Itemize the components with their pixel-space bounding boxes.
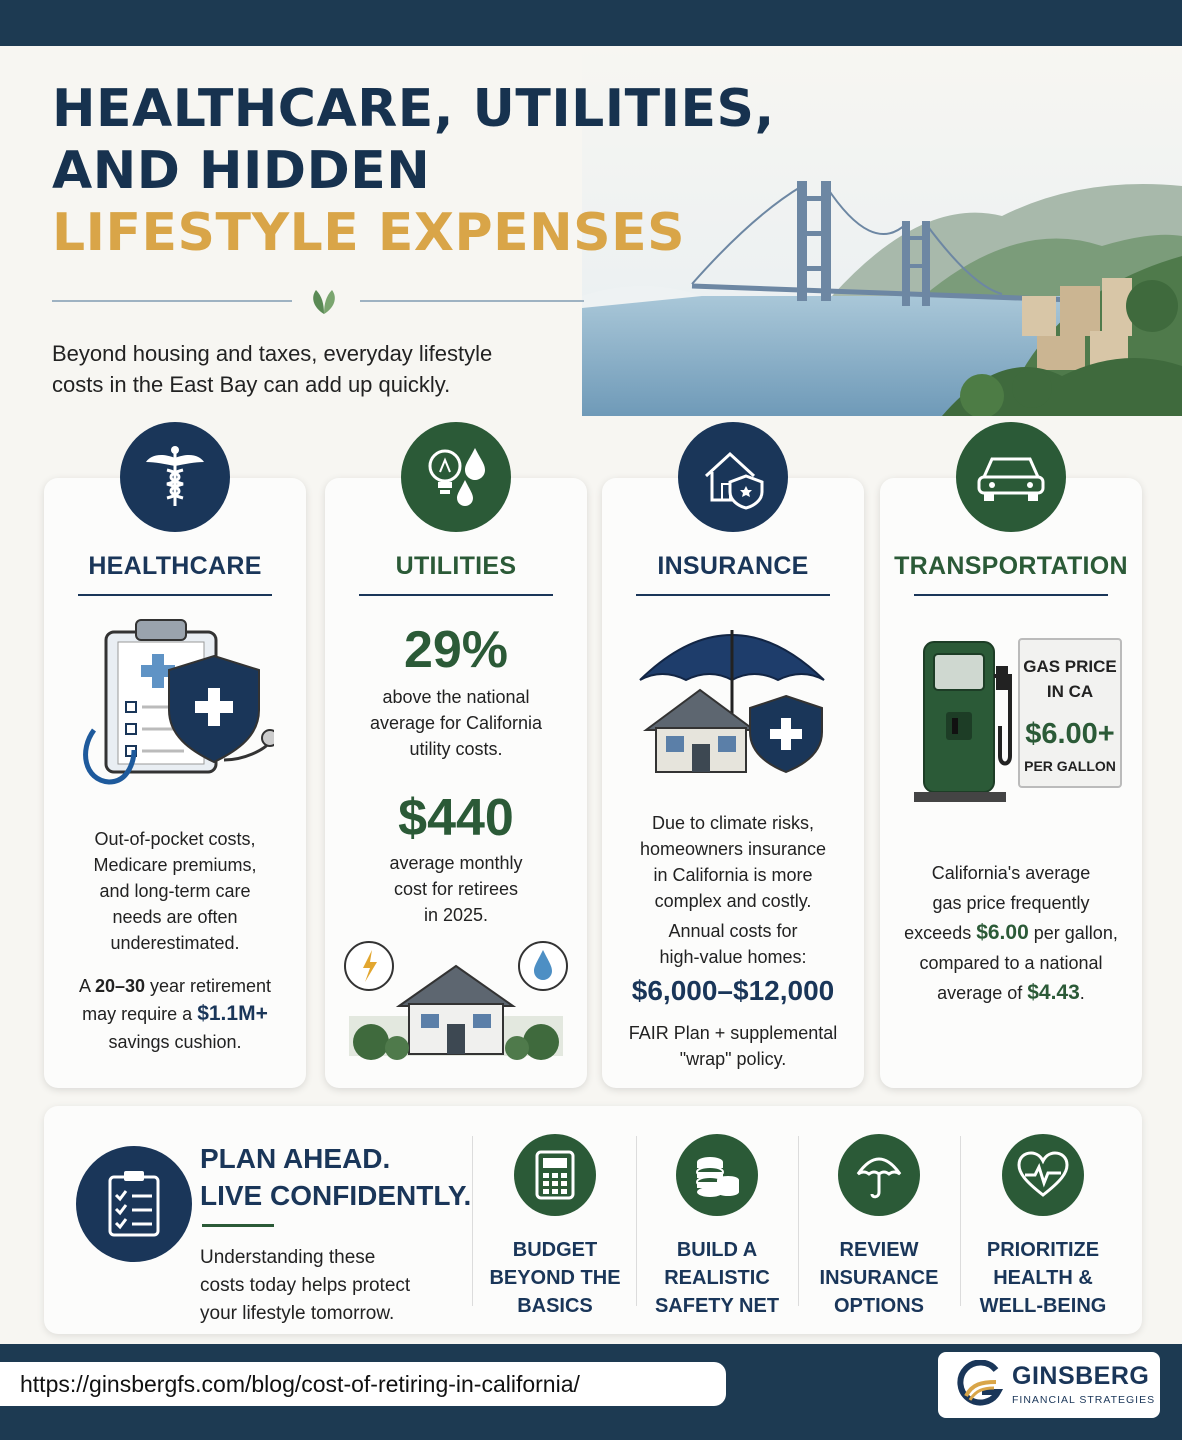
tip-line: HEALTH & xyxy=(993,1267,1093,1289)
note-amount: $1.1M+ xyxy=(197,1002,268,1025)
gas-sign-unit: PER GALLON xyxy=(1024,758,1116,774)
healthcare-note-line-1 xyxy=(44,972,306,1000)
healthcare-body-line: Out-of-pocket costs, xyxy=(94,829,256,849)
intro-text xyxy=(52,338,612,400)
note-prefix: A xyxy=(78,976,95,996)
insurance-policy-line: FAIR Plan + supplemental xyxy=(628,1023,838,1043)
tip-separator xyxy=(960,1136,961,1306)
card-transportation xyxy=(880,478,1142,1088)
tip-insurance-label xyxy=(798,1236,960,1320)
plan-sub-line: costs today helps protect xyxy=(200,1275,411,1296)
healthcare-body-line: Medicare premiums, xyxy=(93,855,257,875)
car-icon xyxy=(956,422,1066,532)
intro-line-1: Beyond housing and taxes, everyday lifestyle xyxy=(52,341,493,366)
tip-line: BUILD A xyxy=(676,1239,758,1261)
gas-price-sign xyxy=(1018,638,1122,788)
insurance-annual-line: Annual costs for xyxy=(668,921,798,941)
plan-sub-line: your lifestyle tomorrow. xyxy=(200,1303,395,1324)
title-line-1: HEALTHCARE, UTILITIES, xyxy=(52,79,775,139)
plan-headline-line-2: LIVE CONFIDENTLY. xyxy=(200,1180,472,1211)
coins-icon xyxy=(676,1134,758,1216)
insurance-annual-line: high-value homes: xyxy=(659,947,807,967)
tip-line: SAFETY NET xyxy=(654,1295,780,1317)
plan-headline xyxy=(200,1140,471,1214)
insurance-body-line: in California is more xyxy=(653,865,813,885)
desc-line: average monthly xyxy=(389,853,523,873)
tip-budget xyxy=(474,1106,636,1334)
transport-line-2: gas price frequently xyxy=(932,893,1090,913)
house-shield-icon xyxy=(678,422,788,532)
note-mid: year retirement xyxy=(145,976,272,996)
note-years: 20–30 xyxy=(94,976,146,996)
caduceus-icon xyxy=(120,422,230,532)
leaf-icon xyxy=(304,286,344,316)
house-utilities-illustration xyxy=(339,936,573,1062)
insurance-policy xyxy=(602,1020,864,1072)
desc-line: average for California xyxy=(369,713,543,733)
insurance-body-line: complex and costly. xyxy=(654,891,812,911)
gas-sign-line-1: GAS PRICE xyxy=(1023,657,1117,676)
plan-headline-line-1: PLAN AHEAD. xyxy=(200,1143,391,1174)
tip-line: REVIEW xyxy=(839,1239,919,1261)
title-divider-left xyxy=(52,300,292,302)
tip-line: INSURANCE xyxy=(819,1267,939,1289)
tip-line: OPTIONS xyxy=(833,1295,924,1317)
title-line-3: LIFESTYLE EXPENSES xyxy=(52,203,686,263)
umbrella-icon xyxy=(838,1134,920,1216)
utility-stat-percent-desc xyxy=(325,684,587,762)
tip-insurance xyxy=(798,1106,960,1334)
tip-health-label xyxy=(962,1236,1124,1320)
gas-sign-heading xyxy=(1020,654,1120,704)
transport-price: $6.00 xyxy=(976,921,1029,944)
page-title xyxy=(52,78,812,264)
source-url[interactable]: https://ginsbergfs.com/blog/cost-of-retiring-in-california/ xyxy=(0,1362,726,1406)
transport-line-5 xyxy=(880,978,1142,1008)
desc-line: above the national xyxy=(382,687,530,707)
intro-line-2: costs in the East Bay can add up quickly. xyxy=(52,372,451,397)
heart-pulse-icon xyxy=(1002,1134,1084,1216)
healthcare-body-line: and long-term care xyxy=(99,881,251,901)
card-healthcare-rule xyxy=(78,594,272,596)
utility-stat-monthly: $440 xyxy=(398,789,514,847)
transportation-body xyxy=(880,858,1142,1008)
tip-safety-net-label xyxy=(636,1236,798,1320)
gas-sign-line-2: IN CA xyxy=(1046,682,1094,701)
desc-line: utility costs. xyxy=(409,739,503,759)
card-insurance-title: INSURANCE xyxy=(657,552,809,580)
transport-line-3-prefix: exceeds xyxy=(904,923,977,943)
title-divider-right xyxy=(360,300,584,302)
top-bar xyxy=(0,0,1182,46)
tip-budget-label xyxy=(474,1236,636,1320)
tip-line: BEYOND THE xyxy=(489,1267,621,1289)
tip-line: WELL-BEING xyxy=(979,1295,1107,1317)
insurance-body-line: homeowners insurance xyxy=(639,839,827,859)
calculator-icon xyxy=(514,1134,596,1216)
note-line2-prefix: may require a xyxy=(82,1004,198,1024)
insurance-policy-line: "wrap" policy. xyxy=(679,1049,787,1069)
card-healthcare-title: HEALTHCARE xyxy=(88,552,262,580)
transport-line-5-suffix: . xyxy=(1079,983,1085,1003)
healthcare-note-line-2 xyxy=(44,1000,306,1028)
insurance-range: $6,000–$12,000 xyxy=(631,975,835,1006)
transport-line-1: California's average xyxy=(931,863,1091,883)
card-utilities-rule xyxy=(359,594,553,596)
card-healthcare xyxy=(44,478,306,1088)
healthcare-note-line-3: savings cushion. xyxy=(108,1032,242,1052)
card-insurance-rule xyxy=(636,594,830,596)
ginsberg-logo xyxy=(938,1352,1160,1418)
ginsberg-logo-mark-icon xyxy=(952,1360,1006,1410)
insurance-annual xyxy=(602,918,864,970)
transport-line-4: compared to a national xyxy=(919,953,1103,973)
umbrella-house-illustration xyxy=(632,610,832,780)
utility-stat-percent: 29% xyxy=(403,621,509,679)
transport-line-3-suffix: per gallon, xyxy=(1028,923,1118,943)
healthcare-body-line: needs are often xyxy=(112,907,238,927)
logo-tagline: FINANCIAL STRATEGIES xyxy=(1012,1394,1156,1406)
bulb-drops-icon xyxy=(401,422,511,532)
clipboard-shield-illustration xyxy=(74,610,274,790)
card-insurance xyxy=(602,478,864,1088)
utility-stat-monthly-desc xyxy=(325,850,587,928)
tip-line: BUDGET xyxy=(512,1239,598,1261)
gas-pump-icon xyxy=(914,636,1024,806)
plan-sub-line: Understanding these xyxy=(200,1247,376,1268)
tip-line: BASICS xyxy=(517,1295,593,1317)
healthcare-note xyxy=(44,972,306,1056)
transport-national-price: $4.43 xyxy=(1027,981,1080,1004)
tip-line: PRIORITIZE xyxy=(986,1239,1100,1261)
gas-sign-price: $6.00+ xyxy=(1025,718,1115,750)
healthcare-body-line: underestimated. xyxy=(110,933,240,953)
insurance-body-line: Due to climate risks, xyxy=(651,813,815,833)
plan-subtext xyxy=(200,1244,480,1328)
card-utilities xyxy=(325,478,587,1088)
desc-line: in 2025. xyxy=(423,905,489,925)
tip-line: REALISTIC xyxy=(664,1267,770,1289)
healthcare-body xyxy=(44,826,306,956)
clipboard-checklist-icon xyxy=(76,1146,192,1262)
tip-safety-net xyxy=(636,1106,798,1334)
logo-name: GINSBERG xyxy=(1012,1362,1150,1390)
card-transportation-rule xyxy=(914,594,1108,596)
transport-line-3 xyxy=(880,918,1142,948)
card-utilities-title: UTILITIES xyxy=(395,552,517,580)
plan-ahead-panel xyxy=(44,1106,1142,1334)
desc-line: cost for retirees xyxy=(393,879,519,899)
transport-line-5-prefix: average of xyxy=(937,983,1028,1003)
card-transportation-title: TRANSPORTATION xyxy=(894,552,1128,580)
tip-health xyxy=(962,1106,1124,1334)
plan-rule xyxy=(202,1224,274,1227)
title-line-2: AND HIDDEN xyxy=(52,141,431,201)
insurance-body xyxy=(602,810,864,914)
tip-separator xyxy=(472,1136,473,1306)
